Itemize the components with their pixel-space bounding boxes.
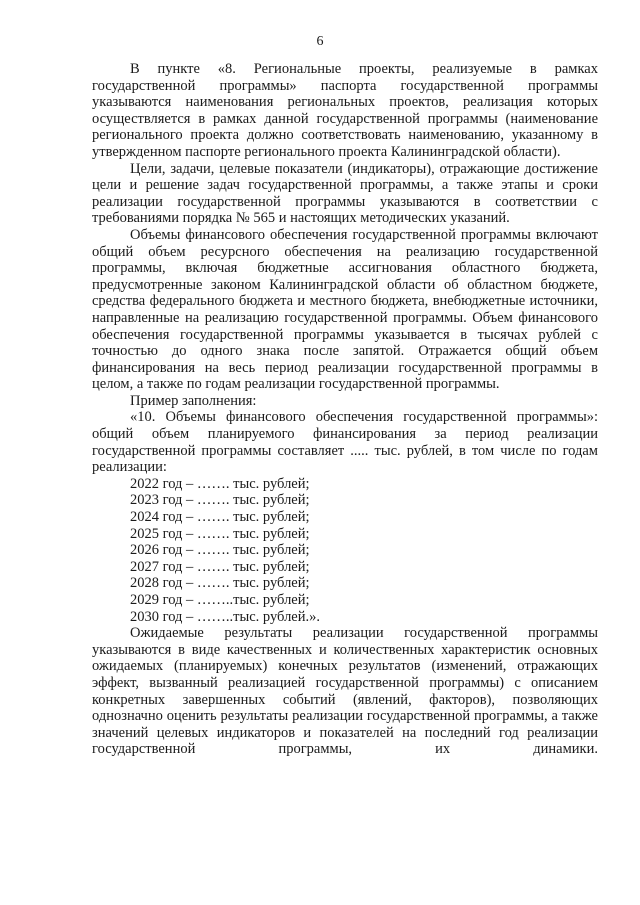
list-item: 2030 год – ……..тыс. рублей.». (130, 608, 321, 625)
paragraph-expected-results: Ожидаемые результаты реализации государственной программы указываются в виде качественных и количественных характеристик основных ожидаемых (планируемых) конечных результатов (изменений, отражающих эффект, вызванный реализацией государственной программы) с описанием конкретных завершенных событий (явлений, факторов), позволяющих однозначно оценить результаты реализации государственной программы, а также значений целевых индикаторов и показателей на последний год реализации государственной программы, их динамики. (92, 625, 598, 758)
document-body (92, 61, 598, 758)
list-item: 2029 год – ……..тыс. рублей; (130, 592, 310, 608)
list-item: 2027 год – ……. тыс. рублей; (130, 558, 310, 575)
paragraph-goals-tasks: Цели, задачи, целевые показатели (индикаторы), отражающие достижение цели и решение задач государственной программы, а также этапы и сроки реализации государственной программы указываются в соответствии с требованиями порядка № 565 и настоящих методических указаний. (92, 160, 598, 227)
list-item: 2025 год – ……. тыс. рублей; (130, 525, 310, 542)
page-number: 6 (316, 34, 324, 49)
financing-by-year-list (92, 476, 598, 625)
paragraph-example-financing: «10. Объемы финансового обеспечения государственной программы»: общий объем планируемого финансирования за период реализации государственной программы составляет ..... тыс. рублей, в том числе по годам реализации: (92, 409, 598, 476)
paragraph-financing-volumes: Объемы финансового обеспечения государственной программы включают общий объем ресурсного обеспечения на реализацию государственной программы, включая бюджетные ассигнования областного бюджета, предусмотренные законом Калининградской области об областном бюджете, средства федерального бюджета и местного бюджета, внебюджетные источники, направленные на реализацию государственной программы. Объем финансового обеспечения государственной программы указывается в тысячах рублей с точностью до одного знака после запятой. Отражается общий объем финансирования на весь период реализации государственной программы в целом, а также по годам реализации государственной программы. (92, 226, 598, 393)
list-item: 2024 год – ……. тыс. рублей; (130, 509, 310, 526)
paragraph-regional-projects: В пункте «8. Региональные проекты, реализуемые в рамках государственной программы» паспорта государственной программы указываются наименования региональных проектов, реализация которых осуществляется в рамках данной государственной программы (наименование регионального проекта должно соответствовать наименованию, указанному в утвержденном паспорте регионального проекта Калининградской области). (92, 61, 598, 160)
list-item: 2023 год – ……. тыс. рублей; (130, 492, 310, 509)
example-label: Пример заполнения: (130, 392, 257, 409)
list-item: 2022 год – ……. тыс. рублей; (130, 475, 310, 492)
list-item: 2026 год – ……. тыс. рублей; (130, 542, 310, 559)
list-item: 2028 год – ……. тыс. рублей; (130, 575, 310, 592)
